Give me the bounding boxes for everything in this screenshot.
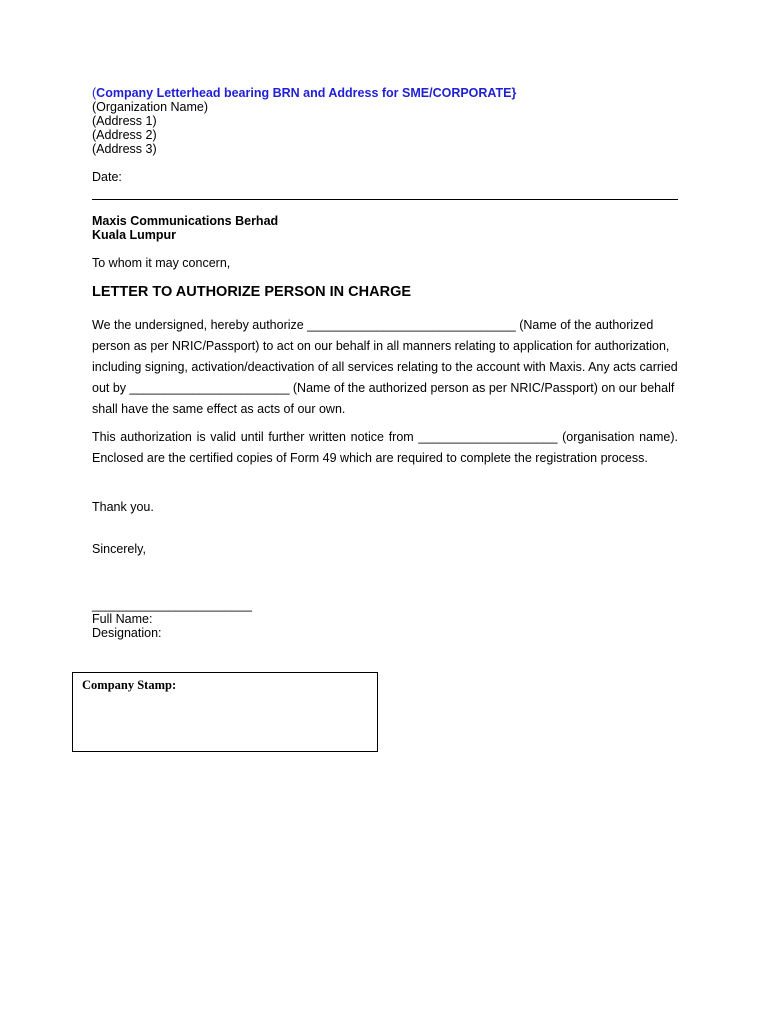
letterhead-open-paren: (: [92, 86, 97, 100]
salutation: To whom it may concern,: [92, 256, 231, 270]
closing-text: Sincerely,: [92, 542, 146, 556]
address-line-2: (Address 2): [92, 128, 157, 142]
letterhead-block: [92, 86, 516, 156]
company-stamp-label: Company Stamp:: [82, 678, 177, 692]
recipient-company: Maxis Communications Berhad: [92, 214, 279, 228]
validity-paragraph: This authorization is valid until further written notice from ____________________ (organisation name). Enclosed are the certified copies of Form 49 which are required to complete the registration process.: [92, 430, 678, 465]
letter-heading: LETTER TO AUTHORIZE PERSON IN CHARGE: [92, 284, 412, 300]
designation-label: Designation:: [92, 626, 162, 640]
company-stamp-box: [72, 672, 378, 752]
signature-line: _______________________: [92, 598, 252, 612]
letterhead-title-text: Company Letterhead bearing BRN and Address for SME/CORPORATE}: [96, 86, 517, 100]
header-divider: [92, 199, 678, 200]
date-label: Date:: [92, 170, 122, 184]
thank-you-text: Thank you.: [92, 500, 154, 514]
letterhead-title: [92, 86, 516, 100]
full-name-label: Full Name:: [92, 612, 153, 626]
authorization-paragraph: We the undersigned, hereby authorize ______________________________ (Name of the authorized person as per NRIC/Passport) to act on our behalf in all manners relating to application for authorization, including signing, activation/deactivation of all services relating to the account with Maxis. Any acts carried out by _______________________ (Name of the authorized person as per NRIC/Passport) on our behalf shall have the same effect as acts of our own.: [92, 318, 678, 416]
address-line-3: (Address 3): [92, 142, 157, 156]
address-line-1: (Address 1): [92, 114, 157, 128]
organization-name: (Organization Name): [92, 100, 209, 114]
recipient-city: Kuala Lumpur: [92, 228, 177, 242]
